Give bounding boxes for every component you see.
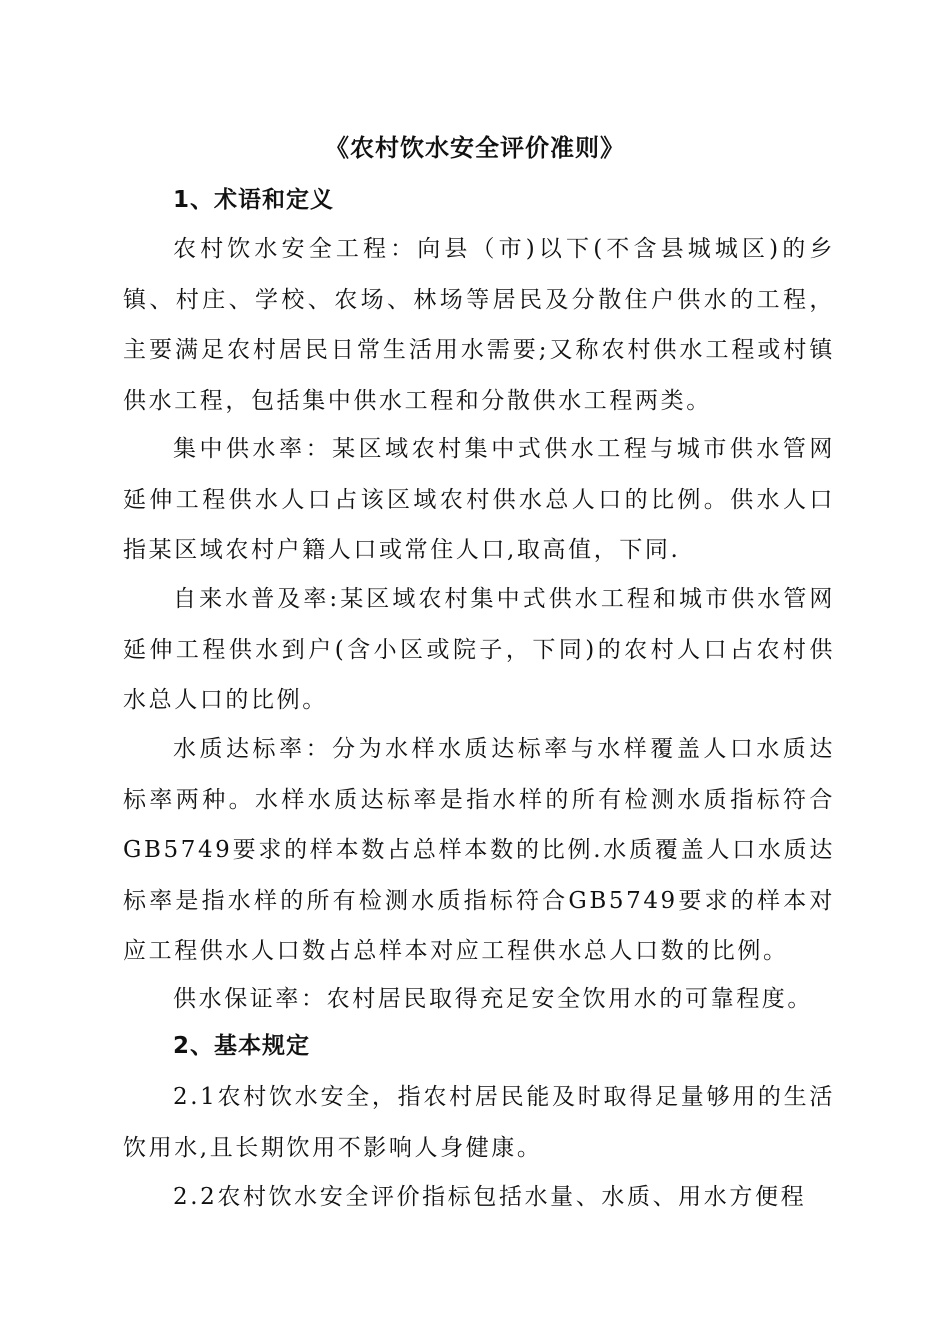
section-2-heading: 2、基本规定 [173, 1033, 311, 1059]
paragraph-water-quality-compliance-rate: 水质达标率：分为水样水质达标率与水样覆盖人口水质达标率两种。水样水质达标率是指水样的所有检测水质指标符合GB5749要求的样本数占总样本数的比例.水质覆盖人口水质达标率是指水样的所有检测水质指标符合GB5749要求的样本对应工程供水人口数占总样本对应工程供水总人口数的比例。 [123, 736, 835, 965]
paragraph-rural-water-safety-project: 农村饮水安全工程：向县（市)以下(不含县城城区)的乡镇、村庄、学校、农场、林场等居民及分散住户供水的工程，主要满足农村居民日常生活用水需要;又称农村供水工程或村镇供水工程，包括集中供水工程和分散供水工程两类。 [123, 236, 835, 414]
document-title: 《农村饮水安全评价准则》 [325, 134, 625, 162]
paragraph-centralized-supply-rate: 集中供水率：某区域农村集中式供水工程与城市供水管网延伸工程供水人口占该区域农村供水总人口的比例。供水人口指某区域农村户籍人口或常住人口,取高值，下同. [123, 436, 835, 564]
section-1-heading: 1、术语和定义 [173, 187, 335, 213]
paragraph-2-1: 2.1农村饮水安全，指农村居民能及时取得足量够用的生活饮用水,且长期饮用不影响人身健康。 [123, 1084, 835, 1161]
paragraph-tap-water-coverage-rate: 自来水普及率:某区域农村集中式供水工程和城市供水管网延伸工程供水到户(含小区或院子，下同)的农村人口占农村供水总人口的比例。 [123, 586, 835, 714]
paragraph-2-2: 2.2农村饮水安全评价指标包括水量、水质、用水方便程 [173, 1184, 807, 1210]
paragraph-water-supply-guarantee-rate: 供水保证率：农村居民取得充足安全饮用水的可靠程度。 [173, 986, 813, 1012]
